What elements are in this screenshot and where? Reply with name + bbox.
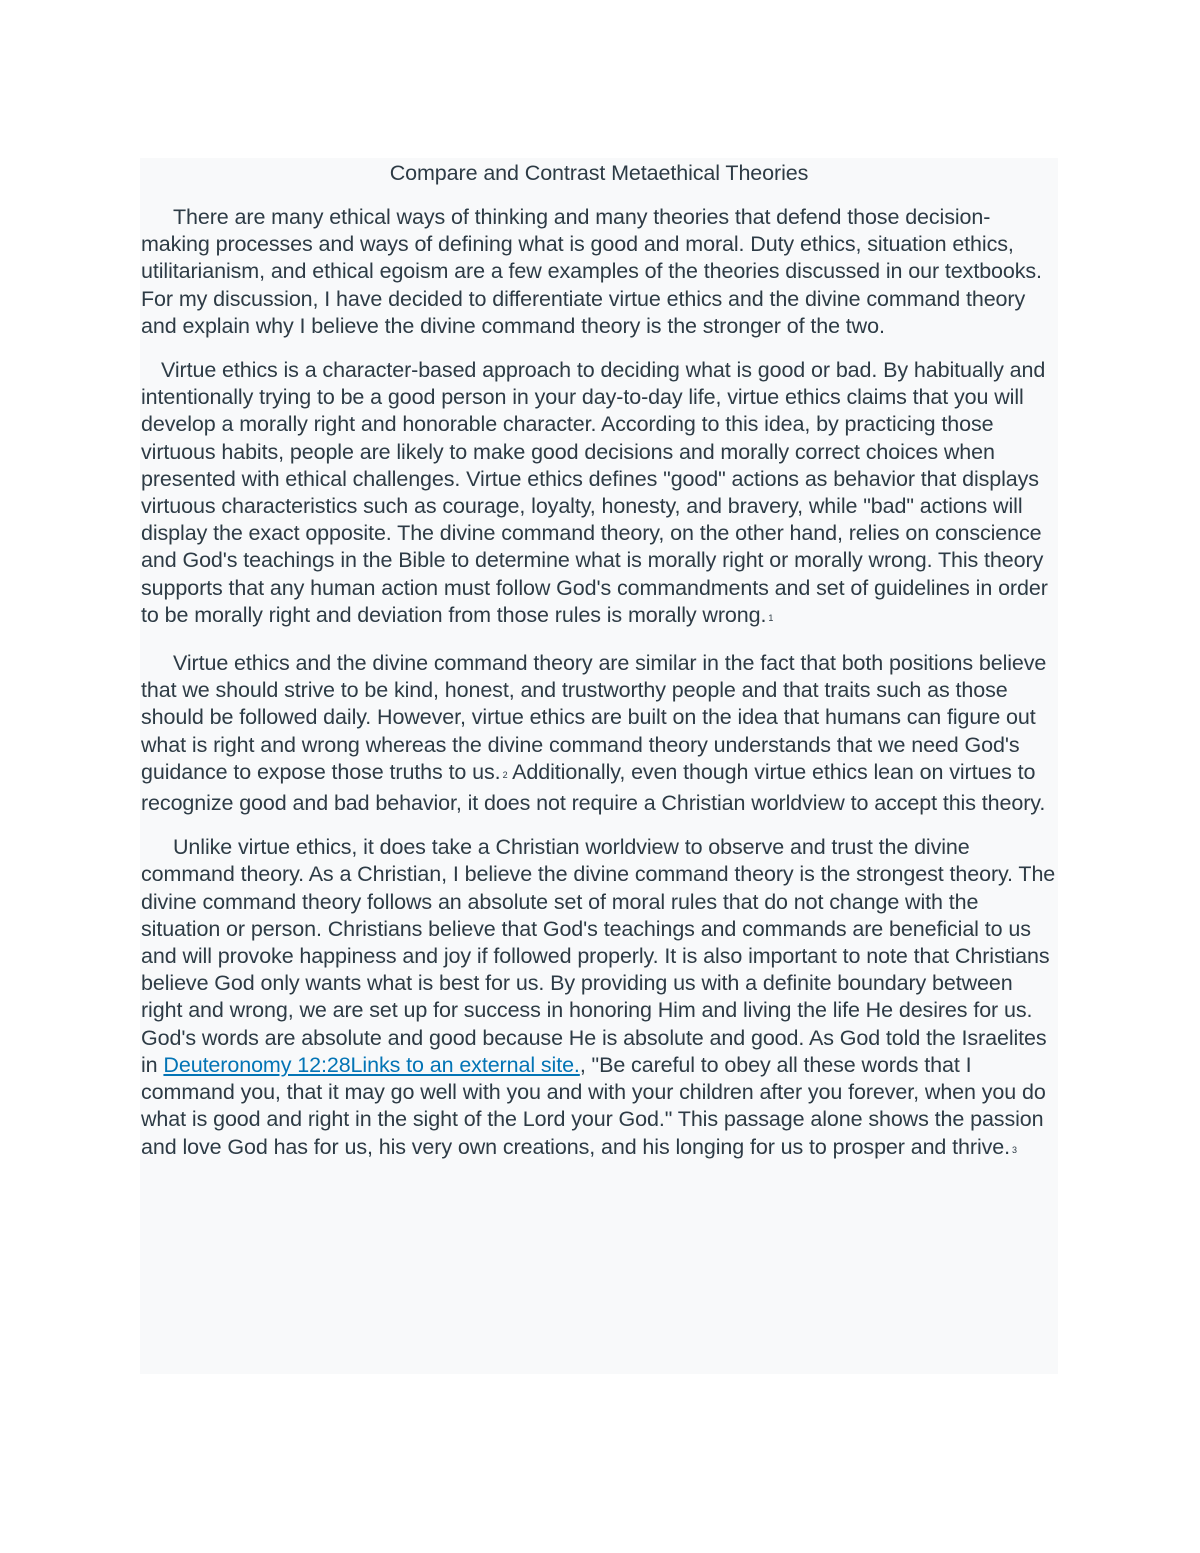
document-title: Compare and Contrast Metaethical Theories xyxy=(389,161,809,185)
footnote-marker-3: 3 xyxy=(1012,1144,1017,1155)
paragraph-4-text-after: , "Be careful to obey all these words that I command you, that it may go well with you and with your children after you forever, when you do what is good and right in the sight of the Lord your God." This passage alone shows the passion and love God has for us, his very own creations, and his longing for us to prosper and thrive. xyxy=(141,1052,1046,1159)
footnote-marker-2: 2 xyxy=(502,769,508,780)
paragraph-1 xyxy=(141,204,1057,340)
document-body xyxy=(141,160,1057,1182)
paragraph-4 xyxy=(141,834,1057,1164)
deuteronomy-link[interactable]: Deuteronomy 12:28Links to an external site. xyxy=(163,1052,580,1077)
paragraph-4-text-before: Unlike virtue ethics, it does take a Christian worldview to observe and trust the divine command theory. As a Christian, I believe the divine command theory is the strongest theory. The divine command theory follows an absolute set of moral rules that do not change with the situation or person. Christians believe that God's teachings and commands are beneficial to us and will provoke happiness and joy if followed properly. It is also important to note that Christians believe God only wants what is best for us. By providing us with a definite boundary between right and wrong, we are set up for success in honoring Him and living the life He desires for us. God's words are absolute and good because He is absolute and good. As God told the Israelites in xyxy=(141,835,1056,1077)
paragraph-3-text-before: Virtue ethics and the divine command theory are similar in the fact that both positions believe that we should strive to be kind, honest, and trustworthy people and that traits such as those should be followed daily. However, virtue ethics are built on the idea that humans can figure out what is right and wrong whereas the divine command theory understands that we need God's guidance to expose those truths to us. xyxy=(141,651,1047,784)
footnote-marker-1: 1 xyxy=(768,612,774,623)
paragraph-2-text: Virtue ethics is a character-based approach to deciding what is good or bad. By habitually and intentionally trying to be a good person in your day-to-day life, virtue ethics claims that you will develop a morally right and honorable character. According to this idea, by practicing those virtuous habits, people are likely to make good decisions and morally correct choices when presented with ethical challenges. Virtue ethics defines "good" actions as behavior that displays virtuous characteristics such as courage, loyalty, honesty, and bravery, while "bad" actions will display the exact opposite. The divine command theory, on the other hand, relies on conscience and God's teachings in the Bible to determine what is morally right or morally wrong. This theory supports that any human action must follow God's commandments and set of guidelines in order to be morally right and deviation from those rules is morally wrong. xyxy=(141,358,1048,627)
paragraph-2 xyxy=(141,357,1057,633)
paragraph-3-text-after: Additionally, even though virtue ethics lean on virtues to recognize good and bad behavior, it does not require a Christian worldview to accept this theory. xyxy=(141,759,1046,816)
paragraph-3 xyxy=(141,650,1057,817)
paragraph-1-text: There are many ethical ways of thinking and many theories that defend those decision-making processes and ways of defining what is good and moral. Duty ethics, situation ethics, utilitarianism, and ethical egoism are a few examples of the theories discussed in our textbooks. For my discussion, I have decided to differentiate virtue ethics and the divine command theory and explain why I believe the divine command theory is the stronger of the two. xyxy=(141,205,1042,338)
